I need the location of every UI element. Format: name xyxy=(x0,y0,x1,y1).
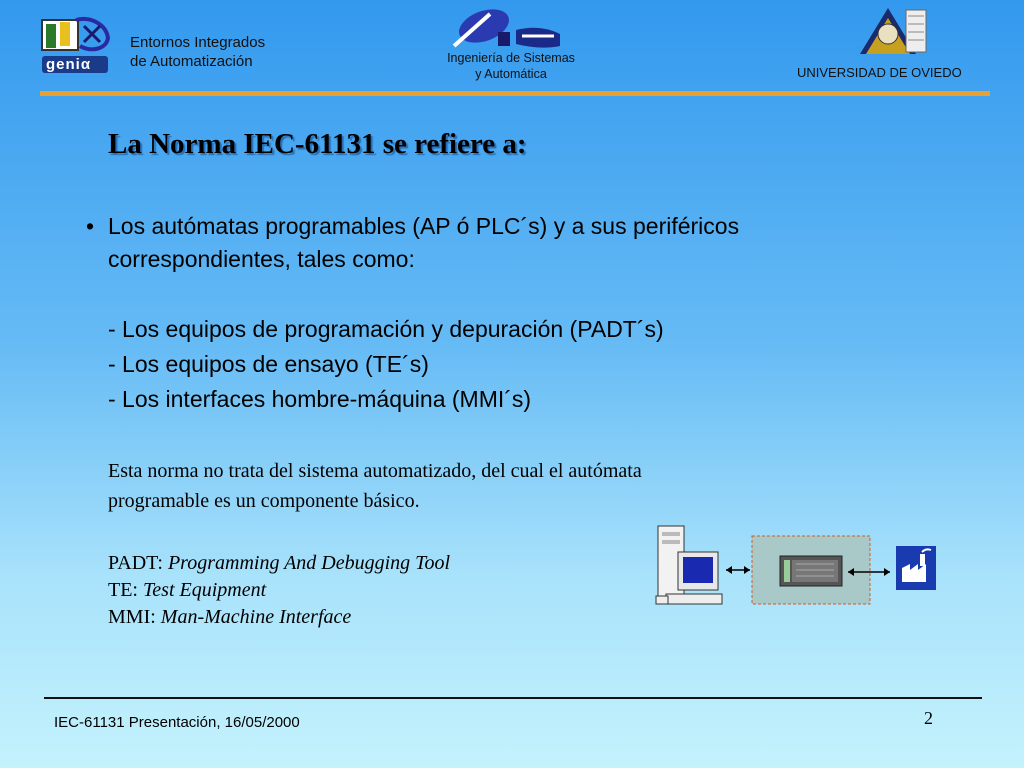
header-center-line2: y Automática xyxy=(475,67,547,81)
definition-padt xyxy=(108,550,450,577)
system-diagram xyxy=(650,524,950,610)
definition-mmi xyxy=(108,604,450,631)
header-left-line2: de Automatización xyxy=(130,53,253,70)
header-center-line1: Ingeniería de Sistemas xyxy=(447,51,575,65)
genia-logo xyxy=(40,16,112,76)
university-seal-icon xyxy=(846,4,930,56)
isa-logo-icon xyxy=(450,6,570,52)
bullet-line2: correspondientes, tales como: xyxy=(108,246,415,272)
oviedo-seal xyxy=(846,4,930,56)
footer-divider xyxy=(44,697,982,699)
definition-abbr: MMI: xyxy=(108,606,156,628)
scope-note-line1: Esta norma no trata del sistema automatizado, del cual el autómata xyxy=(108,460,642,482)
plc-icon xyxy=(780,556,842,586)
computer-icon xyxy=(656,526,722,604)
factory-icon xyxy=(896,546,936,590)
sub-item-padt: - Los equipos de programación y depuración (PADT´s) xyxy=(108,316,664,342)
bullet-text xyxy=(108,210,739,276)
page-number: 2 xyxy=(924,708,933,728)
header-left-line1: Entornos Integrados xyxy=(130,34,266,51)
definition-full: Man-Machine Interface xyxy=(160,606,352,628)
isa-logo xyxy=(450,6,570,52)
university-name: UNIVERSIDAD DE OVIEDO xyxy=(797,65,962,80)
scope-note-line2: programable es un componente básico. xyxy=(108,490,420,512)
header-divider xyxy=(40,91,990,96)
header-left-text xyxy=(130,33,265,71)
sub-item-mmi: - Los interfaces hombre-máquina (MMI´s) xyxy=(108,386,532,412)
link-arrow-left xyxy=(726,566,750,574)
header-center-text xyxy=(440,50,582,82)
bullet-line1: Los autómatas programables (AP ó PLC´s) y a sus periféricos xyxy=(108,213,740,239)
definition-abbr: PADT: xyxy=(108,552,163,574)
scope-note xyxy=(108,456,642,516)
sub-list xyxy=(108,312,664,417)
bullet-dot: • xyxy=(86,213,95,239)
definition-full: Test Equipment xyxy=(143,579,267,601)
sub-item-te: - Los equipos de ensayo (TE´s) xyxy=(108,351,429,377)
definition-full: Programming And Debugging Tool xyxy=(167,552,451,574)
footer-text: IEC-61131 Presentación, 16/05/2000 xyxy=(54,714,300,731)
definition-te xyxy=(108,577,450,604)
slide-title: La Norma IEC-61131 se refiere a: xyxy=(108,128,527,160)
genia-logo-text: geniα xyxy=(46,56,92,73)
definition-abbr: TE: xyxy=(108,579,138,601)
definitions xyxy=(108,550,450,631)
